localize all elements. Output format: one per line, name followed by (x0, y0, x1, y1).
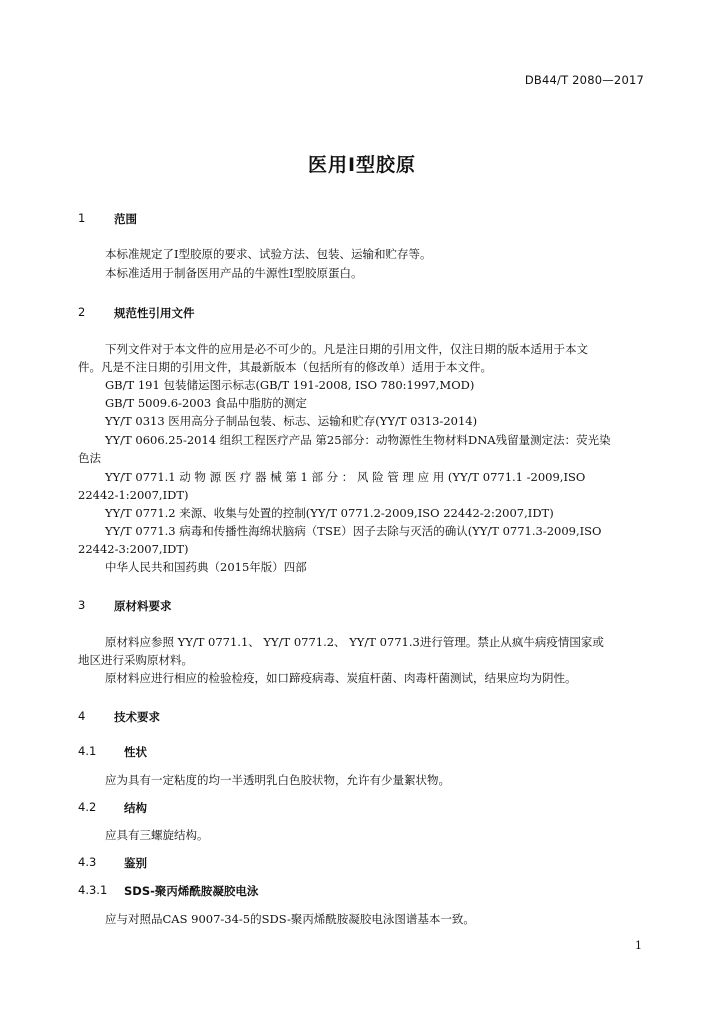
reference-item-continued: 22442-1:2007,IDT) (78, 488, 189, 502)
reference-item: GB/T 191 包装储运图示标志(GB/T 191-2008, ISO 780:1997,MOD) (105, 378, 475, 392)
paragraph-line: 件。凡是不注日期的引用文件，其最新版本（包括所有的修改单）适用于本文件。 (78, 360, 492, 374)
section-title: SDS-聚丙烯酰胺凝胶电泳 (124, 884, 259, 898)
paragraph: 原材料应进行相应的检验检疫，如口蹄疫病毒、炭疽杆菌、肉毒杆菌测试，结果应均为阴性。 (105, 671, 577, 685)
paragraph: 本标准规定了Ⅰ型胶原的要求、试验方法、包装、运输和贮存等。 (105, 247, 432, 261)
paragraph: 应为具有一定粘度的均一半透明乳白色胶状物，允许有少量絮状物。 (105, 773, 450, 787)
section-title: 技术要求 (114, 710, 160, 724)
section-number: 1 (78, 211, 86, 225)
section-number: 4.1 (78, 744, 97, 758)
page-number: 1 (635, 939, 642, 952)
section-title: 规范性引用文件 (114, 306, 195, 320)
section-number: 4 (78, 709, 86, 723)
paragraph: 本标准适用于制备医用产品的牛源性Ⅰ型胶原蛋白。 (105, 266, 363, 280)
subsection-heading-structure (78, 800, 147, 816)
section-title: 结构 (124, 801, 147, 815)
reference-item: YY/T 0771.2 来源、收集与处置的控制(YY/T 0771.2-2009,ISO 22442-2:2007,IDT) (105, 506, 554, 520)
paragraph-line: 原材料应参照 YY/T 0771.1、 YY/T 0771.2、 YY/T 0771.3进行管理。禁止从疯牛病疫情国家或 (105, 635, 604, 649)
section-number: 4.2 (78, 800, 97, 814)
section-title: 鉴别 (124, 856, 147, 870)
section-number: 4.3.1 (78, 883, 108, 897)
reference-item: YY/T 0771.1 动 物 源 医 疗 器 械 第 1 部 分 ： 风 险 管 理 应 用 (YY/T 0771.1 -2009,ISO (105, 470, 586, 484)
subsection-heading-appearance (78, 744, 147, 760)
section-heading-normative-references (78, 305, 195, 321)
reference-item: 中华人民共和国药典（2015年版）四部 (105, 560, 307, 574)
reference-item-continued: 22442-3:2007,IDT) (78, 542, 189, 556)
section-number: 3 (78, 598, 86, 612)
subsection-heading-sds-page (78, 883, 258, 899)
paragraph-line: 下列文件对于本文件的应用是必不可少的。凡是注日期的引用文件，仅注日期的版本适用于本文 (105, 342, 588, 356)
reference-item: YY/T 0771.3 病毒和传播性海绵状脑病（TSE）因子去除与灭活的确认(YY/T 0771.3-2009,ISO (105, 524, 602, 538)
section-title: 范围 (114, 212, 137, 226)
standard-code: DB44/T 2080—2017 (524, 73, 644, 87)
document-title: 医用Ⅰ型胶原 (307, 154, 417, 176)
reference-item-continued: 色法 (78, 451, 101, 465)
section-heading-raw-materials (78, 598, 172, 614)
section-heading-technical-requirements (78, 709, 160, 725)
reference-item: GB/T 5009.6-2003 食品中脂肪的测定 (105, 396, 307, 410)
section-title: 性状 (124, 745, 147, 759)
section-number: 2 (78, 305, 86, 319)
paragraph: 应具有三螺旋结构。 (105, 828, 209, 842)
section-title: 原材料要求 (114, 599, 172, 613)
section-number: 4.3 (78, 855, 97, 869)
paragraph-line: 地区进行采购原材料。 (78, 653, 193, 667)
reference-item: YY/T 0606.25-2014 组织工程医疗产品 第25部分：动物源性生物材料DNA残留量测定法：荧光染 (105, 433, 611, 447)
paragraph: 应与对照品CAS 9007-34-5的SDS-聚丙烯酰胺凝胶电泳图谱基本一致。 (105, 912, 475, 926)
section-heading-scope (78, 211, 137, 227)
reference-item: YY/T 0313 医用高分子制品包装、标志、运输和贮存(YY/T 0313-2014) (105, 414, 478, 428)
subsection-heading-identification (78, 855, 147, 871)
